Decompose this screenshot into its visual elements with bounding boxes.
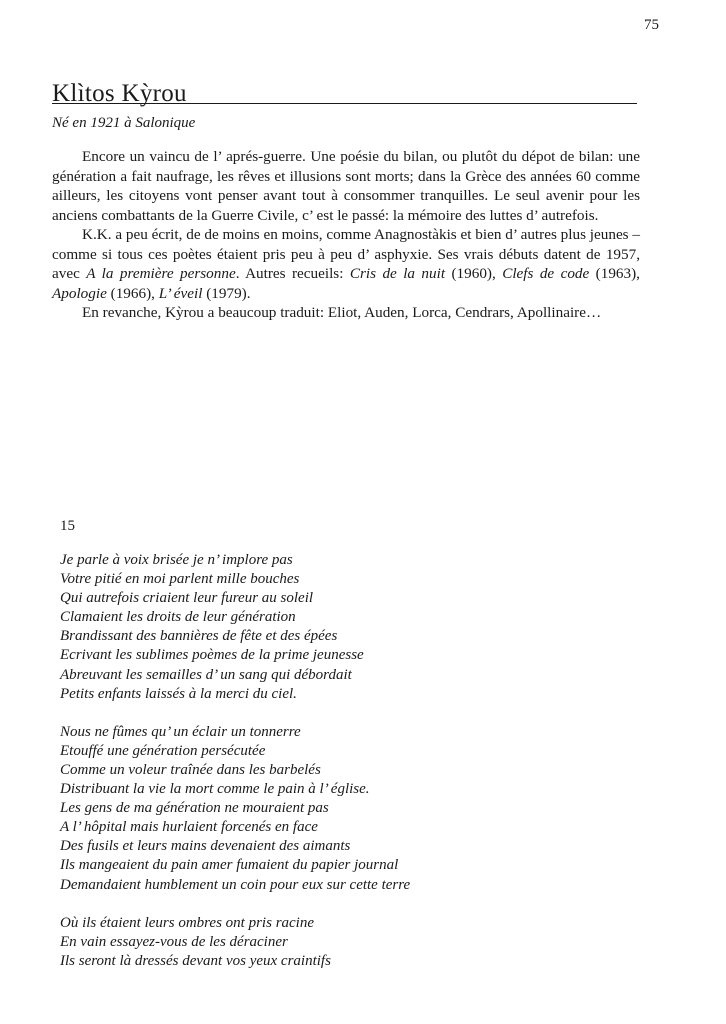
intro-text-segment: (1960), (445, 265, 503, 282)
poem-line: A l’ hôpital mais hurlaient forcenés en face (60, 819, 318, 836)
intro-text-segment: K.K. a peu écrit, de de moins en moins, comme Anagnostàkis et bien d’ autres plus jeunes – comme si tous ces poètes étaient pris peu à peu d’ asphyxie. Ses vrais débuts datent de 1957, avec (52, 226, 640, 282)
book-title: Cris de la nuit (349, 265, 446, 282)
poem-stanza (60, 723, 410, 895)
poem-line: Votre pitié en moi parlent mille bouches (60, 571, 300, 588)
intro-text-segment: (1966), (106, 284, 159, 302)
poem-stanza (60, 551, 410, 704)
poem-line: Ils mangeaient du pain amer fumaient du papier journal (60, 857, 399, 874)
intro-paragraph (52, 147, 640, 225)
poem (60, 551, 410, 990)
poem-line: Brandissant des bannières de fête et des épées (60, 628, 338, 645)
poem-line: Petits enfants laissés à la merci du ciel. (60, 685, 297, 702)
poem-line: Abreuvant les semailles d’ un sang qui débordait (60, 666, 352, 683)
intro-text-segment: Encore un vaincu de l’ aprés-guerre. Une poésie du bilan, ou plutôt du dépot de bilan: une génération a fait naufrage, les rêves et illusions sont morts; dans la Grèce des années 60 comme ailleurs, les citoyens vont penser avant tout à consommer tranquilles. Le seul avenir pour les anciens combattants de la Guerre Civile, c’ est le passé: la mémoire des luttes d’ autrefois. (52, 148, 640, 224)
poem-stanza (60, 914, 410, 971)
poem-line: Nous ne fûmes qu’ un éclair un tonnerre (60, 723, 301, 740)
book-title: L’ éveil (158, 284, 203, 302)
intro-text (52, 147, 640, 323)
intro-text-segment: . Autres recueils: (235, 265, 350, 282)
intro-text-segment: (1979). (202, 284, 251, 302)
poem-line: Ecrivant les sublimes poèmes de la prime jeunesse (60, 647, 364, 664)
title-rule (52, 103, 637, 104)
book-title: A la première personne (86, 265, 236, 282)
author-name: Klìtos Kỳrou (52, 80, 187, 107)
intro-paragraph (52, 303, 640, 323)
poem-line: Ils seront là dressés devant vos yeux craintifs (60, 952, 331, 969)
poem-line: Demandaient humblement un coin pour eux sur cette terre (60, 876, 411, 893)
poem-line: Les gens de ma génération ne mouraient pas (60, 800, 329, 817)
book-title: Clefs de code (502, 265, 590, 282)
birth-line: Né en 1921 à Salonique (52, 115, 196, 131)
poem-line: En vain essayez-vous de les déraciner (60, 933, 288, 950)
poem-number: 15 (60, 518, 75, 534)
poem-line: Distribuant la vie la mort comme le pain à l’ église. (60, 781, 370, 798)
book-title: Apologie (52, 284, 107, 302)
page-number: 75 (644, 17, 659, 33)
poem-line: Qui autrefois criaient leur fureur au soleil (60, 590, 314, 607)
intro-text-segment: (1963), (589, 265, 640, 282)
poem-line: Je parle à voix brisée je n’ implore pas (60, 552, 293, 568)
poem-line: Où ils étaient leurs ombres ont pris racine (60, 914, 315, 931)
poem-line: Comme un voleur traînée dans les barbelés (60, 761, 321, 778)
poem-line: Des fusils et leurs mains devenaient des aimants (60, 838, 351, 855)
poem-line: Clamaient les droits de leur génération (60, 609, 296, 626)
poem-line: Etouffé une génération persécutée (60, 742, 266, 759)
intro-text-segment: En revanche, Kỳrou a beaucoup traduit: Eliot, Auden, Lorca, Cendrars, Apollinaire… (82, 304, 602, 321)
intro-paragraph (52, 225, 640, 303)
